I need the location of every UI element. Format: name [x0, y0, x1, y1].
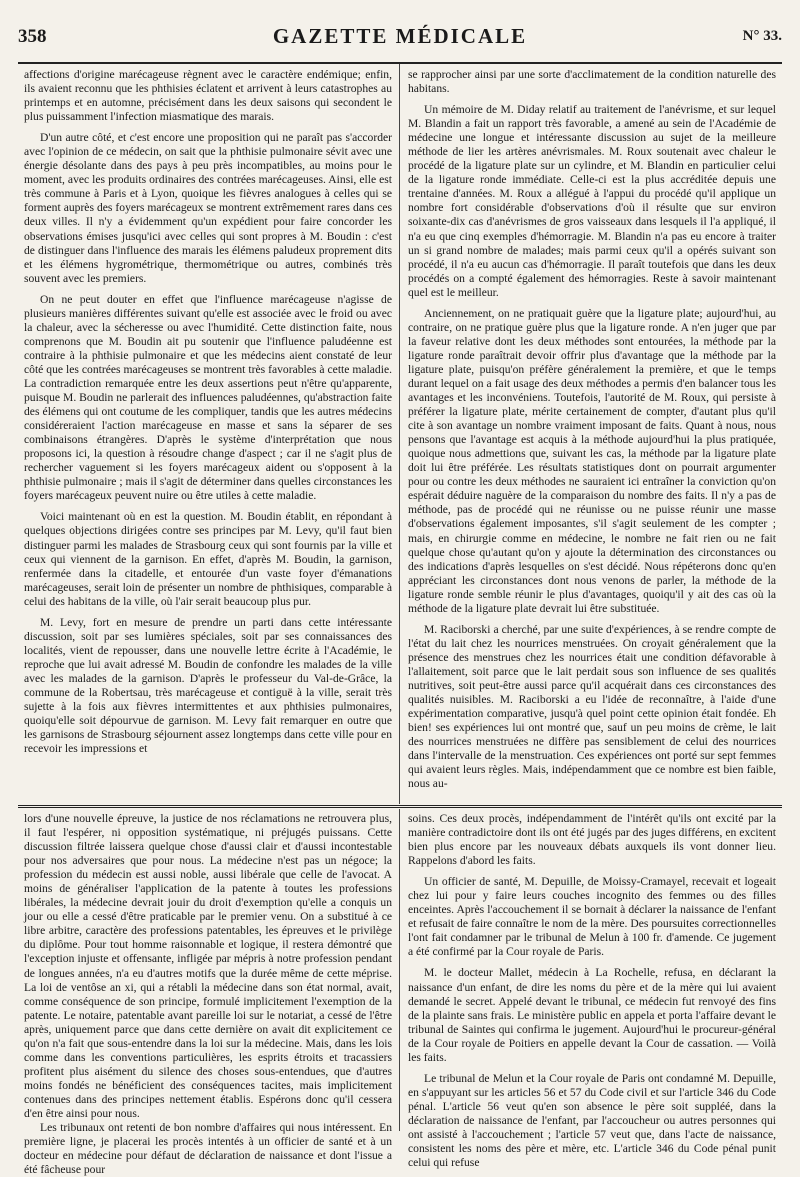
article-column-left	[24, 68, 392, 801]
issue-number: N° 33.	[742, 28, 782, 44]
paragraph: Un officier de santé, M. Depuille, de Moissy-Cramayel, recevait et logeait chez lui pour y faire leurs couches incognito des femmes ou des filles enceintes. Après l'accouchement il se bornait à déclarer la naissance de l'enfant et refusait de faire connaître le nom de la mère. Des poursuites correctionnelles l'ont fait condamner par le tribunal de Melun à 100 fr. d'amende. Ce jugement a été confirmé par la Cour royale de Paris.	[408, 875, 776, 959]
feuilleton-column-right	[408, 812, 776, 1170]
paragraph: M. Raciborski a cherché, par une suite d'expériences, à se rendre compte de l'état du lait chez les nourrices menstruées. On croyait généralement que la présence des menstrues chez les nourrices était une condition défavorable à l'allaitement, soit parce que le lait perdait sous son influence de ses qualités nutritives, soit peut-être aussi parce qu'il acquérait dans ces circonstances des qualités nuisibles. M. Raciborski a eu l'idée de reconnaître, à l'aide d'une expérimentation comparative, jusqu'à quel point cette opinion était fondée. Eh bien! ses expériences lui ont montré que, sauf un peu moins de crème, le lait des nourrices menstruées ne diffère pas sensiblement de celui des nourrices dans l'intervalle de la menstruation. Ces expériences ont porté sur sept femmes qui avaient leurs règles. Mais, indépendamment que ce nombre est bien faible, nous au-	[408, 622, 776, 791]
column-separator-top	[399, 64, 400, 804]
page-header	[18, 24, 782, 50]
page-number: 358	[18, 26, 47, 47]
paragraph: Le tribunal de Melun et la Cour royale de Paris ont condamné M. Depuille, en s'appuyant sur les articles 56 et 57 du Code civil et sur l'article 346 du Code pénal. L'article 56 veut qu'en son absence le père soit suppléé, dans la déclaration de naissance de l'enfant, par l'accoucheur ou autres personnes qui ont assisté à l'accouchement ; l'article 57 veut que, dans l'acte de naissance, consistent les noms des père et mère, etc. L'article 346 du Code pénal punit celui qui refuse	[408, 1071, 776, 1170]
feuilleton-column-left	[24, 812, 392, 1177]
journal-title: GAZETTE MÉDICALE	[272, 24, 528, 48]
feuilleton-rule	[18, 805, 782, 808]
paragraph: soins. Ces deux procès, indépendamment de l'intérêt qu'ils ont excité par la manière contradictoire dont ils ont été jugés par des juges différens, en excitent bien plus encore par les nouveaux débats auxquels ils vont donner lieu. Rappelons d'abord les faits.	[408, 812, 776, 868]
column-separator-bottom	[399, 809, 400, 1131]
paragraph: M. Levy, fort en mesure de prendre un parti dans cette intéressante discussion, soit par ses lumières spéciales, soit par ses connaissances des localités, vient de repousser, dans une nouvelle lettre écrite à l'Académie, le reproche que lui avait adressé M. Boudin de confondre les malades de la ville avec les malades de la garnison. D'après le professeur du Val-de-Grâce, la commune de la Robertsau, très marécageuse et contiguë à la ville, serait très sujette à la fois aux fièvres intermittentes et aux phthisies pulmonaires, quoiqu'elle soit dépourvue de garnison. M. Levy fait remarquer en outre que les garnisons de Strasbourg séjournent assez longtemps dans cette ville pour en recevoir les impressions et	[24, 615, 392, 756]
paragraph: Un mémoire de M. Diday relatif au traitement de l'anévrisme, et sur lequel M. Blandin a fait un rapport très favorable, a amené au sein de l'Académie de médecine une longue et intéressante discussion au sujet de la meilleure méthode de lier les artères anévrismales. M. Roux soutenait avec chaleur le procédé de la ligature plate sur un cylindre, et M. Blandin en particulier celui de la ligature ronde immédiate. Celle-ci est la plus accréditée depuis une trentaine d'années. M. Roux a allégué à l'appui du procédé qu'il applique un nombre fort considérable d'observations d'où il résulte que sur environ soixante-dix cas d'anévrismes de gros vaisseaux dans lesquels il l'a appliqué, il n'a eu que cinq exemples d'hémorragie. M. Blandin n'a pas eu encore à traiter un si grand nombre de malades; mais parmi ceux qu'il a opérés suivant son procédé, il n'a eu aucun cas d'hémorragie. Il paraît toutefois que dans les deux procédés on a compté également des hémorragies. Reste à savoir maintenant quel est le meilleur.	[408, 103, 776, 299]
paragraph: On ne peut douter en effet que l'influence marécageuse n'agisse de plusieurs manières différentes suivant qu'elle est associée avec le froid ou avec la chaleur, avec la sécheresse ou avec l'humidité. Cette distinction faite, nous comprenons que M. Boudin ait pu soutenir que l'influence paludéenne est contraire à la phthisie pulmonaire et que les médecins aient constaté de leur côté que les contrées marécageuses se montrent très favorables à cette maladie. La contradiction remarquée entre les deux assertions peut n'être qu'apparente, puisque M. Boudin ne parlerait des influences paludéennes, qu'abstraction faite des élémens qui ont coutume de les compliquer, tandis que les autres médecins considéreraient l'action marécageuse en masse et sans la séparer de ses combinaisons étrangères. D'après le système d'interprétation que nous proposons ici, la question à résoudre change d'aspect ; car il ne s'agit plus de rechercher vaguement si les foyers marécageux aident ou s'opposent à la phthisie pulmonaire ; mais il s'agit de déterminer dans quelles circonstances les foyers marécageux peuvent nuire ou être utiles à cette maladie.	[24, 292, 392, 503]
paragraph: lors d'une nouvelle épreuve, la justice de nos réclamations ne retrouvera plus, il faut l'espérer, ni opposition systématique, ni préjugés puissans. Cette discussion filtrée laissera quelque chose d'aussi clair et d'aussi incontestable pour nos adversaires que pour nous. La médecine n'est pas un négoce; la profession du médecin est aussi noble, aussi libérale que celle de l'avocat. A moins de généraliser l'application de la patente à toutes les professions libérales, la médecine devrait jouir du droit d'exemption qu'elle a conquis un jour ou elle a cessé d'être praticable par le premier venu. On a substitué à ce libre arbitre, caractère des professions patentables, les épreuves et le privilège du diplôme. Pour tout homme raisonnable et logique, il restera démontré que l'exception injuste et offensante, infligée par mépris à notre profession pendant de longues années, n'a eu d'autres motifs que la durée même de cette méprise. La loi de ventôse an xi, qui a rétabli la médecine dans son état normal, avait, comme conséquence de son principe, formulé implicitement l'exemption de la patente. Le notaire, patentable avant pareille loi sur le notariat, a cessé de l'être après, uniquement parce que dans cette dernière on avait dit explicitement ce qu'on n'a fait que sous-entendre dans la loi sur la médecine. Mais, dans les lois comme dans les conventions particulières, les esprits étroits et tracassiers profitent plus aisément du silence des choses sous-entendues, que d'autres moins fondés ne bénéficient des conséquences tacites, mais implicitement contenues dans des principes nettement établis. Espérons donc qu'il cessera d'en être ainsi pour nous.	[24, 812, 392, 1120]
paragraph: D'un autre côté, et c'est encore une proposition qui ne paraît pas s'accorder avec l'opinion de ce médecin, on sait que la phthisie pulmonaire sévit avec une énergie désolante dans des pays à peu près incompatibles, au moins pour le moment, avec les produits ordinaires des contrées marécageuses. Ainsi, elle est très commune à Paris et à Lyon, quoique les fièvres analogues à celles qui se forment auprès des foyers marécageux se montrent extrêmement rares dans ces deux villes. Il n'y a évidemment qu'un expédient pour faire concorder les observations émises jusqu'ici avec celles qui sont propres à M. Boudin : c'est de distinguer dans l'influence des marais les élémens paludeux proprement dits et les élémens hygrométrique, thermométrique ou autres, combinés très souvent avec les premiers.	[24, 131, 392, 285]
header-rule	[18, 62, 782, 64]
article-column-right	[408, 68, 776, 801]
paragraph: affections d'origine marécageuse règnent avec le caractère endémique; enfin, ils avaient reconnu que les phthisies éclatent et arrivent à leurs catastrophes au printemps et en automne, précisément dans les deux saisons qui secondent le plus puissamment l'infection miasmatique des marais.	[24, 68, 392, 124]
paragraph: Anciennement, on ne pratiquait guère que la ligature plate; aujourd'hui, au contraire, on ne pratique guère plus que la ligature ronde. A n'en juger que par la faveur relative dont les deux méthodes sont entourées, la méthode par la ligature ronde paraîtrait devoir offrir plus d'avantage que la méthode par la ligature plate, puisqu'on préfère généralement la première, et que le temps durant lequel on a fait usage des deux méthodes a permis d'en balancer tous les avantages et les inconvéniens. Toutefois, l'autorité de M. Roux, qui persiste à préférer la ligature plate, mérite certainement de compter, d'autant plus qu'il cite à son avantage un nombre vraiment imposant de faits. Quant à nous, nous pensons que l'avantage est acquis à la méthode aujourd'hui la plus pratiquée, quoique nous admettions que, suivant les cas, la méthode par la ligature plate doit lui être préférée. Les résultats statistiques dont on pourrait argumenter pour ou contre les deux méthodes ne sauraient ici entraîner la conviction qu'on espérait déduire naguère de la comparaison du nombre des faits. Il n'y a pas de méthode, pas de procédé qui ne réunisse ou ne puisse réunir une masse d'observations également imposantes, s'il s'agit seulement de les compter ; mais, en chirurgie comme en médecine, le nombre ne fait rien ou ne fait quelque chose qu'autant qu'on y ajoute la détermination des circonstances ou des indications d'après lesquelles on s'est décidé. Nous répéterons donc qu'en appréciant les circonstances dont nous venons de parler, la méthode de la ligature ronde semble réunir le plus d'avantages, quoiqu'il y ait des cas où la méthode de la ligature plate devrait lui être substituée.	[408, 306, 776, 615]
paragraph: M. le docteur Mallet, médecin à La Rochelle, refusa, en déclarant la naissance d'un enfant, de dire les noms du père et de la mère qui lui avaient demandé le secret. Appelé devant le tribunal, ce médecin fut renvoyé des fins de la plainte sans frais. Le ministère public en appela et porta l'affaire devant le tribunal de Saintes qui confirma le jugement. Aujourd'hui le procureur-général de la Cour royale de Poitiers en appelle devant la Cour de cassation. — Voilà les faits.	[408, 966, 776, 1064]
paragraph: se rapprocher ainsi par une sorte d'acclimatement de la condition naturelle des habitans.	[408, 68, 776, 96]
paragraph: Les tribunaux ont retenti de bon nombre d'affaires qui nous intéressent. En première ligne, je placerai les procès intentés à un officier de santé et à un docteur en médecine pour défaut de déclaration de naissance et dont l'issue a été fâcheuse pour	[24, 1121, 392, 1177]
paragraph: Voici maintenant où en est la question. M. Boudin établit, en répondant à quelques objections dirigées contre ses principes par M. Levy, qu'il faut bien distinguer parmi les malades de Strasbourg ceux qui sont fournis par la ville et ceux qui viennent de la garnison. En effet, d'après M. Boudin, la garnison, renfermée dans la citadelle, et entourée d'un vaste foyer d'émanations marécageuses, serait loin de présenter un nombre de phthisiques, comparable à celui des habitans de la ville, où l'air serait beaucoup plus pur.	[24, 510, 392, 608]
